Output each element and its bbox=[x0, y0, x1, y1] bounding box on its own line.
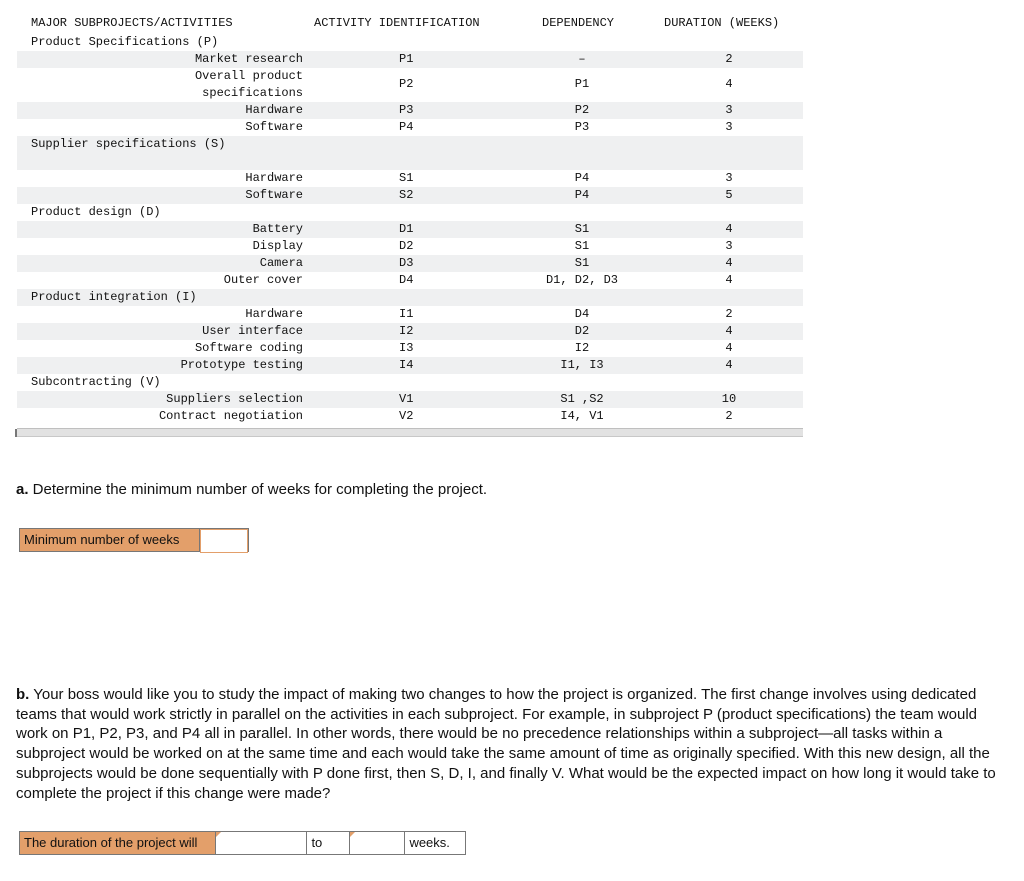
header-id: ACTIVITY IDENTIFICATION bbox=[314, 16, 480, 30]
change-direction-select[interactable] bbox=[216, 832, 307, 854]
question-b bbox=[16, 685, 1006, 803]
activity-name: Hardware bbox=[245, 171, 303, 185]
activity-duration: 4 bbox=[725, 341, 733, 355]
activity-dependency: S1 ,S2 bbox=[560, 392, 604, 406]
activity-id: I4 bbox=[399, 358, 414, 372]
activity-id: D3 bbox=[399, 256, 414, 270]
activity-name: Software bbox=[245, 188, 303, 202]
table-header-row bbox=[17, 12, 803, 34]
activity-dependency: D2 bbox=[574, 324, 590, 338]
activity-duration: 10 bbox=[721, 392, 737, 406]
weeks-input[interactable] bbox=[350, 832, 405, 854]
answer-a-label: Minimum number of weeks bbox=[20, 529, 200, 551]
activity-duration: 2 bbox=[725, 52, 733, 66]
activity-duration: 3 bbox=[725, 239, 733, 253]
activity-name: Display bbox=[252, 239, 303, 253]
table-row bbox=[17, 306, 803, 323]
table-row bbox=[17, 221, 803, 238]
header-duration: DURATION (WEEKS) bbox=[664, 16, 780, 30]
activity-name: Suppliers selection bbox=[166, 392, 303, 406]
activity-duration: 4 bbox=[725, 77, 733, 91]
activity-id: P3 bbox=[399, 103, 414, 117]
section-row bbox=[17, 374, 803, 391]
question-a-text: Determine the minimum number of weeks for completing the project. bbox=[28, 481, 488, 498]
activity-name: Software bbox=[245, 120, 303, 134]
activity-name-line1: Overall product bbox=[194, 69, 303, 83]
activity-dependency: S1 bbox=[574, 222, 590, 236]
activity-id: D2 bbox=[399, 239, 414, 253]
section-title: Product design (D) bbox=[31, 205, 161, 219]
question-b-text: Your boss would like you to study the impact of making two changes to how the project is organized. The first change involves using dedicated teams that would work strictly in parallel on the activities in each subproject. For example, in subproject P (product specifications) the team would work on P1, P2, P3, and P4 all in parallel. In other words, there would be no precedence relationships within a subproject—all tasks within a subproject would be worked on at the same time and each would take the same amount of time as originally specified. With this new design, all the subprojects would be done sequentially with P done first, then S, D, I, and finally V. What would be the expected impact on how long it would take to complete the project if this change were made? bbox=[16, 686, 996, 802]
activity-name: Contract negotiation bbox=[158, 409, 303, 423]
activity-dependency: D4 bbox=[574, 307, 590, 321]
table-row bbox=[17, 68, 803, 102]
activity-name: Hardware bbox=[245, 307, 303, 321]
activity-duration: 4 bbox=[725, 358, 733, 372]
table-row bbox=[17, 255, 803, 272]
section-row bbox=[17, 136, 803, 170]
activity-duration: 4 bbox=[725, 273, 733, 287]
header-dependency: DEPENDENCY bbox=[542, 16, 615, 30]
table-row bbox=[17, 119, 803, 136]
activity-dependency: P1 bbox=[574, 77, 590, 91]
activity-id: S1 bbox=[399, 171, 414, 185]
table-scrollbar[interactable] bbox=[17, 428, 803, 437]
activity-name: Software coding bbox=[194, 341, 303, 355]
activity-name: Camera bbox=[259, 256, 303, 270]
activity-name bbox=[195, 68, 303, 102]
activity-id: D1 bbox=[399, 222, 414, 236]
activity-id: P2 bbox=[399, 77, 414, 91]
activity-dependency: I4, V1 bbox=[560, 409, 604, 423]
activity-id: D4 bbox=[399, 273, 414, 287]
activity-name: Hardware bbox=[245, 103, 303, 117]
activity-dependency: P4 bbox=[574, 188, 590, 202]
table-row bbox=[17, 51, 803, 68]
activity-dependency: P3 bbox=[574, 120, 590, 134]
table-row bbox=[17, 272, 803, 289]
weeks-label: weeks. bbox=[405, 832, 465, 854]
answer-b-box bbox=[19, 831, 466, 855]
activity-table bbox=[17, 12, 803, 425]
table-row bbox=[17, 323, 803, 340]
activity-id: P4 bbox=[399, 120, 414, 134]
activity-dependency: I2 bbox=[574, 341, 590, 355]
activity-id: S2 bbox=[399, 188, 414, 202]
activity-id: I2 bbox=[399, 324, 414, 338]
table-row bbox=[17, 238, 803, 255]
activity-id: V1 bbox=[399, 392, 414, 406]
activity-duration: 5 bbox=[725, 188, 733, 202]
answer-a-box bbox=[19, 528, 249, 552]
activity-dependency: – bbox=[578, 52, 586, 66]
question-a bbox=[16, 481, 487, 498]
activity-duration: 4 bbox=[725, 222, 733, 236]
table-row bbox=[17, 408, 803, 425]
table-row bbox=[17, 170, 803, 187]
minimum-weeks-input[interactable] bbox=[200, 529, 248, 553]
activity-duration: 4 bbox=[725, 256, 733, 270]
activity-dependency: S1 bbox=[574, 256, 590, 270]
section-title: Product Specifications (P) bbox=[31, 35, 219, 49]
activity-name-line2: specifications bbox=[202, 86, 303, 100]
table-row bbox=[17, 357, 803, 374]
to-label: to bbox=[307, 832, 350, 854]
activity-dependency: P2 bbox=[574, 103, 590, 117]
activity-id: V2 bbox=[399, 409, 414, 423]
section-row bbox=[17, 204, 803, 221]
activity-id: P1 bbox=[399, 52, 414, 66]
table-row bbox=[17, 102, 803, 119]
activity-name: Outer cover bbox=[223, 273, 303, 287]
question-a-label: a. bbox=[16, 481, 29, 498]
activity-duration: 4 bbox=[725, 324, 733, 338]
activity-duration: 2 bbox=[725, 409, 733, 423]
table-row bbox=[17, 340, 803, 357]
section-title: Subcontracting (V) bbox=[31, 375, 161, 389]
activity-dependency: D1, D2, D3 bbox=[545, 273, 618, 287]
header-major: MAJOR SUBPROJECTS/ACTIVITIES bbox=[31, 16, 233, 30]
activity-duration: 3 bbox=[725, 103, 733, 117]
activity-name: Prototype testing bbox=[180, 358, 303, 372]
activity-duration: 2 bbox=[725, 307, 733, 321]
activity-id: I3 bbox=[399, 341, 414, 355]
activity-dependency: P4 bbox=[574, 171, 590, 185]
question-b-label: b. bbox=[16, 686, 30, 703]
activity-id: I1 bbox=[399, 307, 414, 321]
section-title: Supplier specifications (S) bbox=[31, 137, 226, 151]
activity-dependency: S1 bbox=[574, 239, 590, 253]
section-row bbox=[17, 34, 803, 51]
table-row bbox=[17, 391, 803, 408]
section-row bbox=[17, 289, 803, 306]
activity-name: Battery bbox=[252, 222, 303, 236]
table-row bbox=[17, 187, 803, 204]
activity-name: Market research bbox=[194, 52, 303, 66]
activity-duration: 3 bbox=[725, 171, 733, 185]
section-title: Product integration (I) bbox=[31, 290, 197, 304]
answer-b-label: The duration of the project will bbox=[20, 832, 216, 854]
activity-name: User interface bbox=[202, 324, 303, 338]
activity-duration: 3 bbox=[725, 120, 733, 134]
activity-dependency: I1, I3 bbox=[560, 358, 604, 372]
